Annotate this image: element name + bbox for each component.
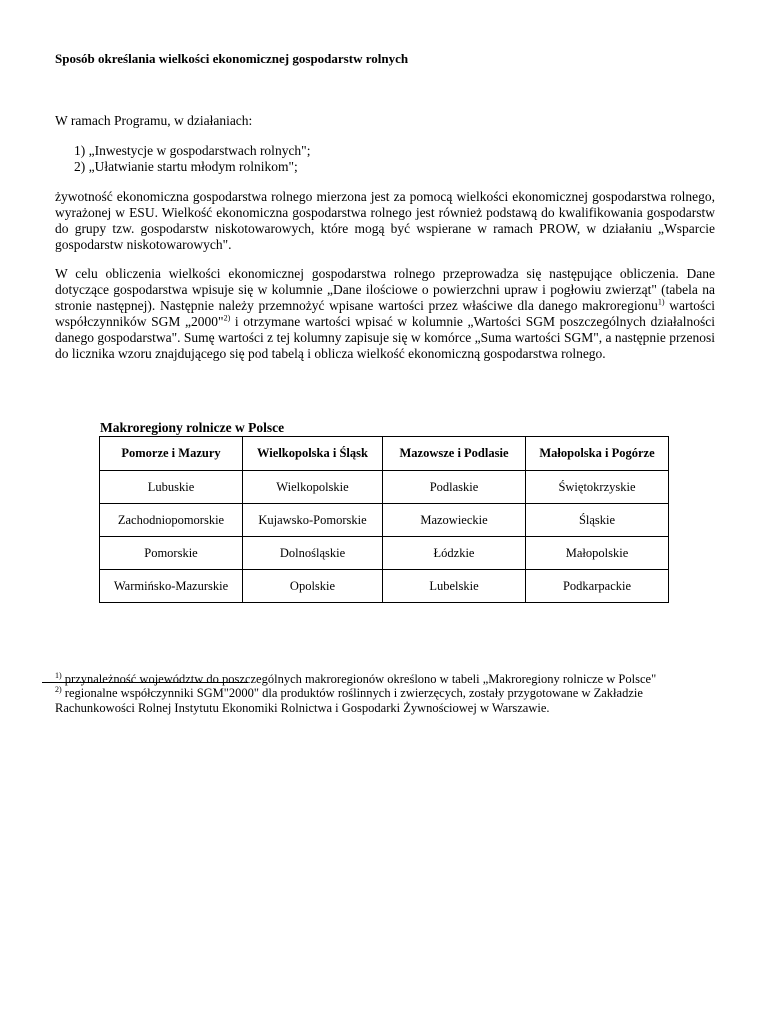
table-cell: Podlaskie <box>383 471 526 504</box>
list-item: 2) „Ułatwianie startu młodym rolnikom"; <box>74 159 298 174</box>
table-cell: Podkarpackie <box>526 570 669 603</box>
footnote-2 <box>55 686 705 716</box>
table-cell: Małopolskie <box>526 537 669 570</box>
table-cell: Lubelskie <box>383 570 526 603</box>
table-caption: Makroregiony rolnicze w Polsce <box>100 420 285 435</box>
intro-line: W ramach Programu, w działaniach: <box>55 113 253 128</box>
footnote-ref-2: 2) <box>223 313 231 323</box>
header-cell: Pomorze i Mazury <box>100 437 243 471</box>
footnote-ref-1: 1) <box>657 297 665 307</box>
table-cell: Dolnośląskie <box>243 537 383 570</box>
paragraph-text: W celu obliczenia wielkości ekonomicznej gospodarstwa rolnego przeprowadza się następujące obliczenia. Dane dotyczące gospodarstwa wpisuje się w kolumnie „Dane ilościowe o powierzchni upraw i pogłowiu zwierząt" (tabela na stronie następnej). Następnie należy przemnożyć wpisane wartości przez właściwe dla danego makroregionu <box>55 266 715 313</box>
paragraph-text: i otrzymane wartości wpisać w kolumnie „Wartości SGM poszczególnych działalności danego gospodarstwa". Sumę wartości z tej kolumny zapisuje się w komórce „Suma wartości SGM", a następnie przenosi do licznika wzoru znajdującego się pod tabelą i oblicza wielkość ekonomiczną gospodarstwa rolnego. <box>55 314 715 361</box>
macroregions-table <box>99 436 669 603</box>
list-item: 1) „Inwestycje w gospodarstwach rolnych"; <box>74 143 311 158</box>
table-row <box>100 504 669 537</box>
footnote-text: przynależność województw do poszczególnych makroregionów określono w tabeli „Makroregiony rolnicze w Polsce" <box>61 672 657 686</box>
paragraph-calculation <box>55 266 715 362</box>
footnote-1 <box>55 672 656 687</box>
paragraph-text: wartości współczynników SGM „2000" <box>55 298 716 329</box>
table-cell: Śląskie <box>526 504 669 537</box>
header-cell: Mazowsze i Podlasie <box>383 437 526 471</box>
table-cell: Lubuskie <box>100 471 243 504</box>
table-cell: Wielkopolskie <box>243 471 383 504</box>
table-row <box>100 471 669 504</box>
table-row <box>100 537 669 570</box>
table-cell: Kujawsko-Pomorskie <box>243 504 383 537</box>
table-cell: Zachodniopomorskie <box>100 504 243 537</box>
paragraph-viability: żywotność ekonomiczna gospodarstwa rolnego mierzona jest za pomocą wielkości ekonomicznej gospodarstwa rolnego, wyrażonej w ESU. Wielkość ekonomiczna gospodarstwa rolnego jest również podstawą do kwalifikowania gospodarstw do grupy tzw. gospodarstw niskotowarowych, które mogą być wspierane w ramach PROW, w działaniu „Wsparcie gospodarstw niskotowarowych". <box>55 189 715 252</box>
table-cell: Świętokrzyskie <box>526 471 669 504</box>
header-cell: Małopolska i Pogórze <box>526 437 669 471</box>
table-header-row <box>100 437 669 471</box>
table-cell: Warmińsko-Mazurskie <box>100 570 243 603</box>
table-row <box>100 570 669 603</box>
table-cell: Łódzkie <box>383 537 526 570</box>
footnote-mark: 1) <box>55 670 62 680</box>
footnote-text: regionalne współczynniki SGM"2000" dla produktów roślinnych i zwierzęcych, zostały przygotowane w Zakładzie Rachunkowości Rolnej Instytutu Ekonomiki Rolnictwa i Gospodarki Żywnościowej w Warszawie. <box>55 686 643 715</box>
document-title: Sposób określania wielkości ekonomicznej gospodarstw rolnych <box>55 51 409 66</box>
table-cell: Pomorskie <box>100 537 243 570</box>
footnote-mark: 2) <box>55 684 62 694</box>
table-cell: Mazowieckie <box>383 504 526 537</box>
actions-list <box>74 143 310 175</box>
table-cell: Opolskie <box>243 570 383 603</box>
header-cell: Wielkopolska i Śląsk <box>243 437 383 471</box>
